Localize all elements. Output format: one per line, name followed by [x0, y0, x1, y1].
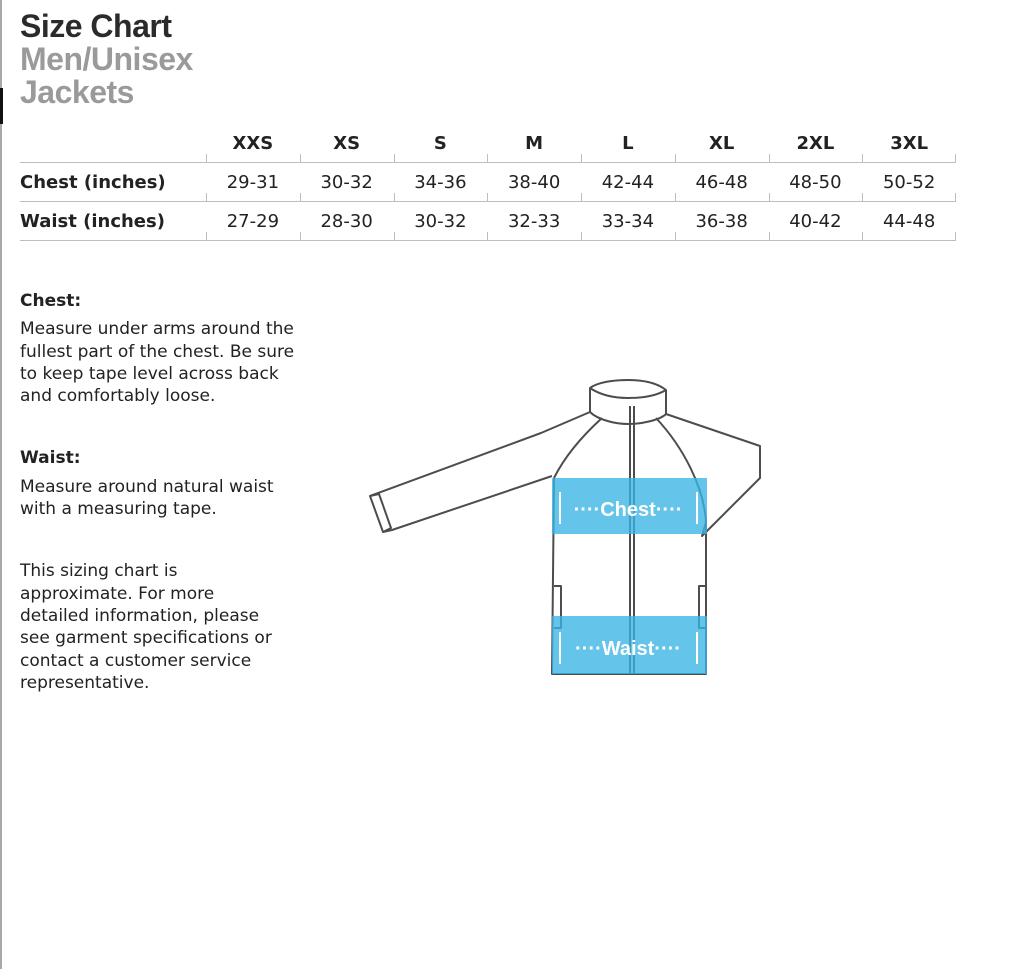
- waist-value: 30-32: [394, 202, 488, 241]
- note-text-line: approximate. For more: [20, 583, 215, 604]
- chest-value: 30-32: [300, 163, 394, 202]
- size-header: S: [394, 124, 488, 163]
- jacket-left-raglan-seam: [554, 418, 602, 478]
- left-edge-border: [0, 0, 2, 969]
- chest-row: [20, 163, 956, 202]
- chest-text-line: Measure under arms around the: [20, 319, 294, 340]
- size-header: 3XL: [862, 124, 956, 163]
- chest-row-label: Chest (inches): [20, 171, 166, 193]
- size-header: XS: [300, 124, 394, 163]
- measuring-instructions: [20, 290, 340, 694]
- title-block: [20, 10, 193, 109]
- chest-value: 34-36: [394, 163, 488, 202]
- note-text-line: This sizing chart is: [20, 561, 178, 582]
- waist-value: 28-30: [300, 202, 394, 241]
- page-title: Size Chart: [20, 8, 172, 44]
- waist-value: 33-34: [581, 202, 675, 241]
- chest-heading: Chest:: [20, 291, 82, 311]
- waist-heading: Waist:: [20, 448, 81, 469]
- sizing-note: [20, 560, 340, 694]
- chest-text-line: to keep tape level across back: [20, 363, 279, 384]
- waist-value: 40-42: [769, 202, 863, 241]
- chest-value: 50-52: [862, 163, 956, 202]
- chest-value: 48-50: [769, 163, 863, 202]
- jacket-diagram: [366, 378, 766, 678]
- waist-value: 27-29: [206, 202, 300, 241]
- size-header: XL: [675, 124, 769, 163]
- size-header-row: [20, 124, 956, 163]
- chest-text-line: and comfortably loose.: [20, 386, 216, 407]
- size-header: L: [581, 124, 675, 163]
- waist-value: 36-38: [675, 202, 769, 241]
- chest-value: 38-40: [487, 163, 581, 202]
- left-edge-marker: [0, 88, 3, 124]
- sizing-note-text: [20, 560, 340, 694]
- size-header: XXS: [206, 124, 300, 163]
- page-category: Jackets: [20, 74, 134, 110]
- waist-value: 32-33: [487, 202, 581, 241]
- chest-instructions: [20, 290, 340, 407]
- size-header-corner: [20, 124, 206, 163]
- waist-row-label: Waist (inches): [20, 210, 165, 232]
- waist-text-line: with a measuring tape.: [20, 499, 217, 520]
- waist-row: [20, 202, 956, 241]
- jacket-collar-inner: [590, 388, 666, 398]
- size-table: [20, 124, 956, 241]
- waist-instructions: [20, 447, 340, 520]
- note-text-line: see garment specifications or: [20, 628, 272, 649]
- note-text-line: detailed information, please: [20, 605, 260, 626]
- waist-band-label: ····Waist····: [575, 638, 681, 660]
- size-header: M: [487, 124, 581, 163]
- chest-text-line: fullest part of the chest. Be sure: [20, 341, 295, 362]
- page-subtitle: Men/Unisex: [20, 41, 193, 77]
- chest-text: [20, 318, 340, 407]
- note-text-line: representative.: [20, 672, 150, 693]
- waist-text: [20, 476, 340, 521]
- waist-value: 44-48: [862, 202, 956, 241]
- note-text-line: contact a customer service: [20, 650, 252, 671]
- size-header: 2XL: [769, 124, 863, 163]
- chest-band-label: ····Chest····: [573, 499, 683, 521]
- chest-value: 42-44: [581, 163, 675, 202]
- chest-value: 29-31: [206, 163, 300, 202]
- waist-text-line: Measure around natural waist: [20, 476, 274, 497]
- chest-value: 46-48: [675, 163, 769, 202]
